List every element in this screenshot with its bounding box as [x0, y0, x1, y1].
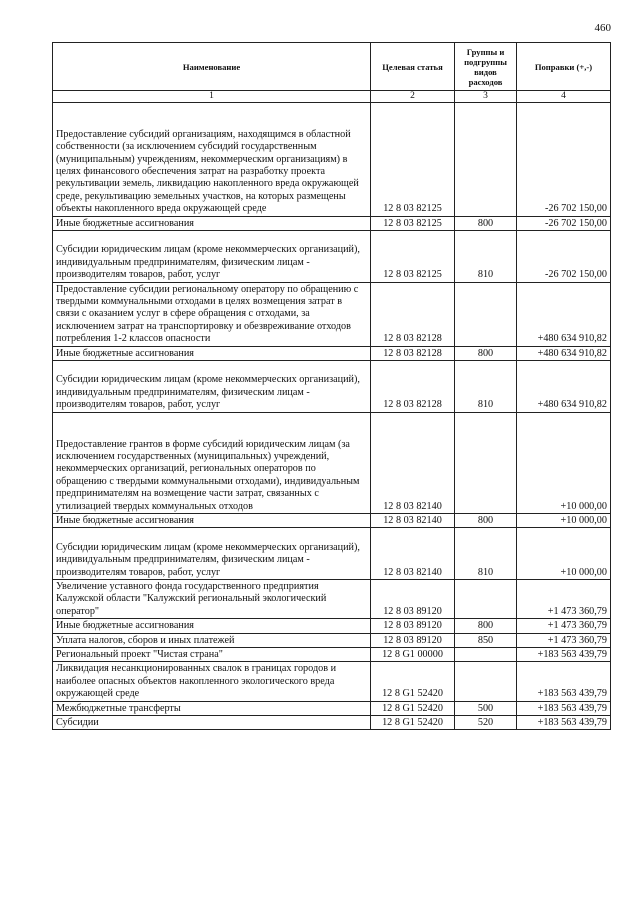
row-name — [53, 346, 371, 360]
row-target-code: 12 8 G1 52420 — [371, 701, 455, 715]
row-name — [53, 579, 371, 618]
row-amount: -26 702 150,00 — [517, 216, 611, 230]
row-name-text: Ликвидация несанкционированных свалок в границах городов и наиболее опасных объектов накопленного экологического вреда окружающей среде — [56, 663, 337, 700]
row-amount: +1 473 360,79 — [517, 619, 611, 633]
row-name-text: Предоставление грантов в форме субсидий юридическим лицам (за исключением государственных (муниципальных) учреждений, некоммерческих организаций, региональных операторов по обращению с твердыми коммунальными отходами), индивидуальным предпринимателям на возмещение части затрат, связанных с утилизацией твердых коммунальных отходов — [56, 438, 360, 512]
row-amount: +183 563 439,79 — [517, 647, 611, 661]
row-amount: -26 702 150,00 — [517, 103, 611, 217]
row-group-code — [455, 647, 517, 661]
row-name — [53, 619, 371, 633]
row-amount: +10 000,00 — [517, 513, 611, 527]
row-group-code — [455, 282, 517, 346]
row-group-code: 850 — [455, 633, 517, 647]
row-amount: +183 563 439,79 — [517, 701, 611, 715]
row-target-code: 12 8 03 82140 — [371, 528, 455, 580]
header-target: Целевая статья — [371, 43, 455, 91]
column-number-row — [53, 91, 611, 103]
row-target-code: 12 8 03 82128 — [371, 282, 455, 346]
table-row — [53, 513, 611, 527]
table-row — [53, 633, 611, 647]
header-name: Наименование — [53, 43, 371, 91]
row-name — [53, 282, 371, 346]
budget-table — [52, 42, 611, 730]
column-number: 2 — [371, 91, 455, 103]
row-amount: +10 000,00 — [517, 528, 611, 580]
row-name-text: Предоставление субсидии региональному оператору по обращению с твердыми коммунальными отходами в целях возмещения затрат в связи с оказанием услуг в сфере обращения с отходами, за исключением затрат на транспортировку и обезвреживание отходов потребления 1-2 классов опасности — [56, 283, 359, 345]
row-group-code: 520 — [455, 716, 517, 730]
row-amount: +10 000,00 — [517, 412, 611, 513]
table-row — [53, 619, 611, 633]
row-name-text: Иные бюджетные ассигнования — [56, 620, 194, 632]
row-name — [53, 216, 371, 230]
header-groups: Группы и подгруппы видов расходов — [455, 43, 517, 91]
row-target-code: 12 8 03 82128 — [371, 346, 455, 360]
row-target-code: 12 8 03 82125 — [371, 216, 455, 230]
row-amount: +183 563 439,79 — [517, 662, 611, 701]
row-group-code: 800 — [455, 346, 517, 360]
row-name-text: Иные бюджетные ассигнования — [56, 514, 194, 526]
row-target-code: 12 8 G1 52420 — [371, 662, 455, 701]
header-amendments: Поправки (+,-) — [517, 43, 611, 91]
row-target-code: 12 8 03 89120 — [371, 619, 455, 633]
row-amount: +1 473 360,79 — [517, 579, 611, 618]
row-group-code: 500 — [455, 701, 517, 715]
row-group-code: 810 — [455, 528, 517, 580]
row-group-code — [455, 103, 517, 217]
row-group-code: 810 — [455, 231, 517, 283]
row-group-code: 800 — [455, 513, 517, 527]
header-row — [53, 43, 611, 91]
row-name — [53, 647, 371, 661]
row-group-code — [455, 412, 517, 513]
row-target-code: 12 8 G1 00000 — [371, 647, 455, 661]
row-group-code — [455, 579, 517, 618]
row-name-text: Региональный проект "Чистая страна" — [56, 648, 223, 660]
row-name-text: Межбюджетные трансферты — [56, 702, 181, 714]
table-row — [53, 361, 611, 413]
row-name-text: Увеличение уставного фонда государственного предприятия Калужской области "Калужский региональный экологический оператор" — [56, 580, 327, 617]
row-target-code: 12 8 03 82125 — [371, 103, 455, 217]
row-name — [53, 231, 371, 283]
row-name — [53, 412, 371, 513]
row-group-code: 800 — [455, 619, 517, 633]
row-name — [53, 361, 371, 413]
row-amount: +183 563 439,79 — [517, 716, 611, 730]
row-amount: +480 634 910,82 — [517, 346, 611, 360]
table-row — [53, 647, 611, 661]
row-name-text: Иные бюджетные ассигнования — [56, 217, 194, 229]
row-name-text: Субсидии — [56, 717, 99, 729]
table-row — [53, 231, 611, 283]
table-row — [53, 282, 611, 346]
row-amount: +1 473 360,79 — [517, 633, 611, 647]
column-number: 1 — [53, 91, 371, 103]
table-row — [53, 579, 611, 618]
row-name — [53, 528, 371, 580]
row-group-code — [455, 662, 517, 701]
row-group-code: 810 — [455, 361, 517, 413]
table-row — [53, 103, 611, 217]
row-amount: -26 702 150,00 — [517, 231, 611, 283]
row-name — [53, 662, 371, 701]
row-name — [53, 716, 371, 730]
column-number: 4 — [517, 91, 611, 103]
row-target-code: 12 8 03 82140 — [371, 412, 455, 513]
row-amount: +480 634 910,82 — [517, 361, 611, 413]
row-name-text: Уплата налогов, сборов и иных платежей — [56, 634, 235, 646]
table-row — [53, 346, 611, 360]
table-row — [53, 716, 611, 730]
row-target-code: 12 8 G1 52420 — [371, 716, 455, 730]
row-name — [53, 701, 371, 715]
row-name — [53, 513, 371, 527]
row-name — [53, 633, 371, 647]
row-name-text: Предоставление субсидий организациям, находящимся в областной собственности (за исключением субсидий государственным (муниципальным) учреждениям, некоммерческим организациям) в целях финансового обеспечения затрат на разработку проекта рекультивации земель, ликвидацию накопленного вреда окружающей среде, рекультивацию земельных участков, на которых размещены объекты накопленного вреда окружающей среде — [56, 128, 359, 215]
row-name-text: Субсидии юридическим лицам (кроме некоммерческих организаций), индивидуальным предпринимателям, физическим лицам - производителям товаров, работ, услуг — [56, 244, 360, 281]
row-name — [53, 103, 371, 217]
table-row — [53, 528, 611, 580]
table-row — [53, 216, 611, 230]
row-target-code: 12 8 03 82140 — [371, 513, 455, 527]
table-row — [53, 701, 611, 715]
row-group-code: 800 — [455, 216, 517, 230]
table-row — [53, 412, 611, 513]
row-target-code: 12 8 03 89120 — [371, 633, 455, 647]
row-name-text: Субсидии юридическим лицам (кроме некоммерческих организаций), индивидуальным предпринимателям, физическим лицам - производителям товаров, работ, услуг — [56, 541, 360, 578]
row-amount: +480 634 910,82 — [517, 282, 611, 346]
row-target-code: 12 8 03 82125 — [371, 231, 455, 283]
row-target-code: 12 8 03 82128 — [371, 361, 455, 413]
row-target-code: 12 8 03 89120 — [371, 579, 455, 618]
table-row — [53, 662, 611, 701]
row-name-text: Иные бюджетные ассигнования — [56, 347, 194, 359]
row-name-text: Субсидии юридическим лицам (кроме некоммерческих организаций), индивидуальным предпринимателям, физическим лицам - производителям товаров, работ, услуг — [56, 374, 360, 411]
page-number: 460 — [594, 22, 611, 34]
column-number: 3 — [455, 91, 517, 103]
